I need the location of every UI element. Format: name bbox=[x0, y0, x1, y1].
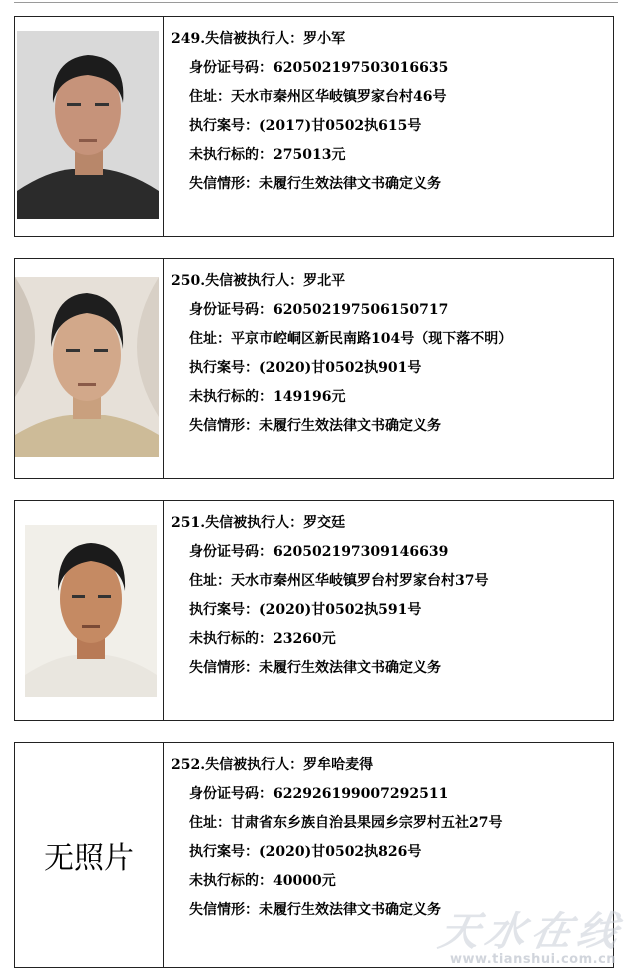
address-row: 住址：天水市秦州区华岐镇罗家台村46号 bbox=[189, 89, 447, 105]
person-photo bbox=[17, 31, 159, 219]
address-row: 住址：天水市秦州区华岐镇罗台村罗家台村37号 bbox=[189, 573, 489, 589]
photo-cell bbox=[15, 743, 164, 967]
record-title: 252.失信被执行人：罗牟哈麦得 bbox=[171, 757, 374, 773]
unexecuted-amount-row: 未执行标的：23260元 bbox=[189, 631, 336, 647]
record-info bbox=[171, 509, 607, 683]
photo-cell bbox=[15, 501, 164, 720]
unexecuted-amount-row: 未执行标的：149196元 bbox=[189, 389, 346, 405]
record-card bbox=[14, 258, 614, 479]
unexecuted-amount-row: 未执行标的：275013元 bbox=[189, 147, 346, 163]
photo-cell bbox=[15, 259, 164, 478]
record-card bbox=[14, 742, 617, 968]
situation-row: 失信情形：未履行生效法律文书确定义务 bbox=[189, 660, 441, 676]
situation-row: 失信情形：未履行生效法律文书确定义务 bbox=[189, 176, 441, 192]
id-number-row: 身份证号码：620502197506150717 bbox=[189, 302, 449, 318]
watermark-url: www.tianshui.com.cn bbox=[450, 952, 617, 967]
case-number-row: 执行案号：(2020)甘0502执901号 bbox=[189, 360, 422, 376]
record-title: 250.失信被执行人：罗北平 bbox=[171, 273, 346, 289]
record-info bbox=[171, 267, 607, 441]
record-title: 249.失信被执行人：罗小军 bbox=[171, 31, 346, 47]
watermark-logo-text: 天水在线 bbox=[435, 909, 628, 955]
person-photo bbox=[25, 525, 157, 697]
case-number-row: 执行案号：(2020)甘0502执591号 bbox=[189, 602, 422, 618]
record-title: 251.失信被执行人：罗交廷 bbox=[171, 515, 346, 531]
situation-row: 失信情形：未履行生效法律文书确定义务 bbox=[189, 902, 441, 918]
record-info bbox=[171, 25, 607, 199]
id-number-row: 身份证号码：622926199007292511 bbox=[189, 786, 449, 802]
unexecuted-amount-row: 未执行标的：40000元 bbox=[189, 873, 336, 889]
record-info bbox=[171, 751, 607, 925]
situation-row: 失信情形：未履行生效法律文书确定义务 bbox=[189, 418, 441, 434]
photo-cell bbox=[15, 17, 164, 236]
no-photo-label: 无照片 bbox=[44, 841, 134, 876]
address-row: 住址：平京市崆峒区新民南路104号（现下落不明） bbox=[189, 331, 513, 347]
record-card bbox=[14, 16, 614, 237]
record-card bbox=[14, 500, 614, 721]
id-number-row: 身份证号码：620502197503016635 bbox=[189, 60, 449, 76]
page-top-rule bbox=[14, 2, 618, 3]
address-row: 住址：甘肃省东乡族自治县果园乡宗罗村五社27号 bbox=[189, 815, 503, 831]
person-photo bbox=[15, 277, 159, 457]
case-number-row: 执行案号：(2020)甘0502执826号 bbox=[189, 844, 422, 860]
id-number-row: 身份证号码：620502197309146639 bbox=[189, 544, 449, 560]
case-number-row: 执行案号：(2017)甘0502执615号 bbox=[189, 118, 422, 134]
